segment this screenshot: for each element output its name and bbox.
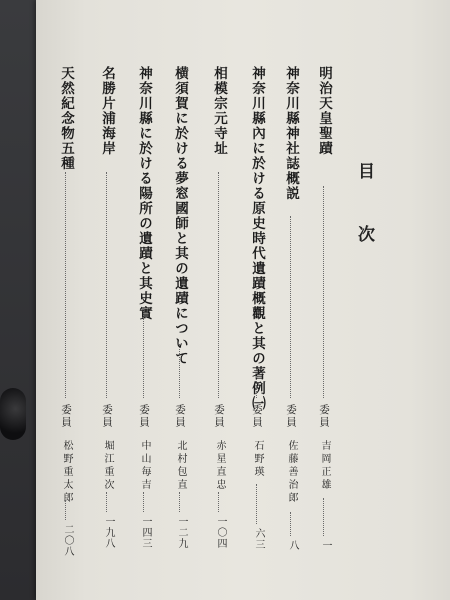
dark-bookmark-object [0,388,26,440]
toc-entry-leader [256,376,257,398]
toc-entry-page: 八 [287,540,298,551]
toc-entry-author: 吉岡正雄 [319,440,330,492]
toc-entry-author: 赤星直忠 [214,440,225,492]
toc-entry-page-leader [256,484,257,524]
toc-entry-author: 佐藤善治郎 [286,440,297,505]
toc-entry-title: 相模宗元寺址 [211,66,227,156]
toc-entry-title: 名勝片浦海岸 [99,66,115,156]
toc-entry-page: 一 [320,540,331,551]
toc-entry-page: 一九八 [103,516,114,549]
toc-entry-title: 横須賀に於ける夢窓國師と其の遺蹟について [172,66,188,366]
toc-heading: 目次 [354,162,374,288]
toc-entry-title: 明治天皇聖蹟 [316,66,332,156]
toc-entry-author: 堀江重次 [102,440,113,492]
toc-entry-leader [65,172,66,398]
toc-entry-page-leader [323,498,324,536]
toc-entry-author: 松野重太郎 [61,440,72,505]
toc-entry-leader [179,344,180,398]
toc-entry-page-leader [290,512,291,536]
toc-entry-leader [143,308,144,398]
toc-entry-page-leader [143,492,144,512]
toc-entry-author-label: 委員 [318,404,330,429]
toc-entry-leader [290,216,291,398]
toc-entry-page: 一二九 [176,516,187,549]
toc-entry-page-leader [218,492,219,512]
toc-entry-page-leader [179,492,180,512]
toc-entry-author: 石野瑛 [252,440,263,479]
toc-entry-author: 中山毎吉 [139,440,150,492]
toc-entry-page: 二〇八 [62,524,73,557]
toc-entry-author: 北村包直 [175,440,186,492]
toc-entry-title: 天然紀念物五種 [58,66,74,171]
toc-entry-leader [106,172,107,398]
toc-entry-page: 一〇四 [215,516,226,549]
toc-entry-page: 一四三 [140,516,151,549]
toc-entry-leader [323,186,324,398]
toc-entry-author-label: 委員 [174,404,186,429]
toc-entry-leader [218,172,219,398]
toc-entry-author-label: 委員 [285,404,297,429]
toc-entry-page-leader [106,492,107,512]
toc-entry-title: 神奈川縣に於ける陽所の遺蹟と其史實 [136,66,152,321]
toc-entry-author-label: 委員 [251,404,263,429]
toc-entry-page: 六三 [253,528,264,550]
toc-entry-title: 神奈川縣神社誌概説 [283,66,299,201]
toc-entry-page-leader [65,500,66,520]
toc-entry-author-label: 委員 [60,404,72,429]
toc-page [36,0,450,600]
toc-entry-author-label: 委員 [101,404,113,429]
toc-entry-author-label: 委員 [138,404,150,429]
toc-entry-author-label: 委員 [213,404,225,429]
toc-entry-title: 神奈川縣內に於ける原史時代遺蹟概觀と其の著例㈠ [249,66,265,411]
